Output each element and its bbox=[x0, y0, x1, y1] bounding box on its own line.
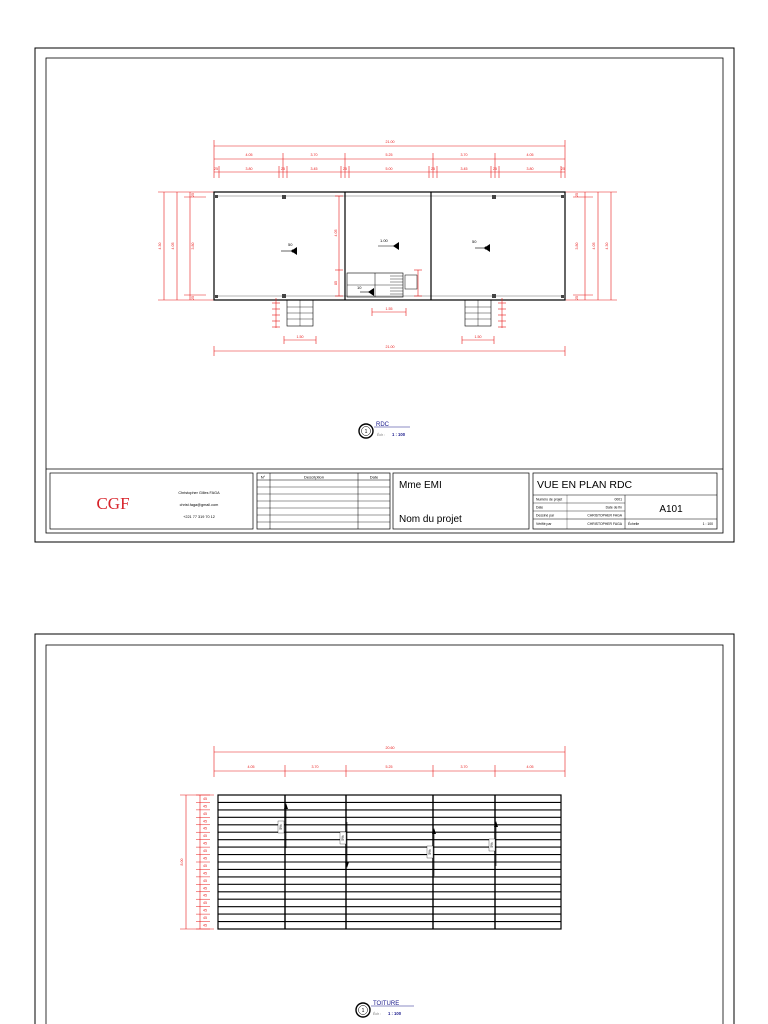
roof-top-dimensions bbox=[180, 746, 565, 929]
row-value-checked-by: CHRISTOPHER FAGA bbox=[587, 522, 622, 526]
dim-wall-4: 25 bbox=[431, 167, 435, 171]
rev-header-description: Description bbox=[303, 474, 325, 480]
dim-left-wall-bot: 25 bbox=[191, 296, 195, 300]
row-label-drawn-by: Dessiné par bbox=[536, 513, 555, 518]
level-marker-center bbox=[378, 238, 399, 250]
view-tag-toiture bbox=[356, 1001, 414, 1017]
dim-inner-4: 3.45 bbox=[460, 167, 468, 171]
author-phone: +221 77 319 70 12 bbox=[183, 515, 215, 519]
roof-dim-span-5: 4.05 bbox=[526, 765, 534, 769]
logo-cgf: CGF bbox=[96, 494, 130, 513]
view-tag-2-number: 1 bbox=[361, 1008, 365, 1014]
dim-wall-6: 25 bbox=[561, 167, 565, 171]
scale-label: Échelle bbox=[628, 522, 640, 526]
slope-label-2: 5% bbox=[341, 835, 345, 841]
level-right-label: 50 bbox=[472, 239, 477, 244]
dim-overall: 21.00 bbox=[385, 140, 395, 144]
dim-bottom-overall: 21.00 bbox=[385, 345, 395, 349]
slope-label-4: 5% bbox=[490, 842, 494, 848]
spacing-label: 45 bbox=[203, 863, 207, 868]
slope-label-1: 5% bbox=[279, 824, 283, 830]
spacing-label: 45 bbox=[203, 834, 207, 839]
sheet-name: VUE EN PLAN RDC bbox=[537, 479, 633, 491]
dim-right-total: 4.30 bbox=[605, 242, 609, 250]
dim-right-inner: 3.80 bbox=[575, 242, 579, 250]
view-tag-rdc bbox=[359, 422, 410, 438]
rev-header-date: Date bbox=[369, 474, 379, 480]
dim-center-small: 85 bbox=[334, 281, 338, 285]
author-email: christ.faga@gmail.com bbox=[179, 503, 219, 507]
dim-right-wall-bot: 25 bbox=[575, 296, 579, 300]
roof-dim-overall: 20.60 bbox=[385, 746, 395, 750]
spacing-label: 45 bbox=[203, 796, 207, 801]
slope-arrow-2 bbox=[340, 822, 349, 868]
dim-left-mid: 4.05 bbox=[171, 242, 175, 250]
dim-right-wall-top: 25 bbox=[575, 193, 579, 197]
dim-inner-1: 3.80 bbox=[245, 167, 253, 171]
roof-dim-span-1: 4.05 bbox=[247, 765, 255, 769]
sheet-outer-border bbox=[35, 48, 734, 542]
spacing-label: 45 bbox=[203, 893, 207, 898]
dim-wall-2: 25 bbox=[281, 167, 285, 171]
dim-left-inner: 3.80 bbox=[191, 242, 195, 250]
sheet-toiture bbox=[35, 634, 734, 1024]
dim-left-wall-top: 25 bbox=[191, 193, 195, 197]
spacing-label: 45 bbox=[203, 811, 207, 816]
dim-left-total: 4.30 bbox=[158, 242, 162, 250]
roof-purlins bbox=[218, 802, 561, 921]
row-value-drawn-by: CHRISTOPHER FAGA bbox=[587, 513, 622, 518]
spacing-label: 45 bbox=[203, 856, 207, 861]
row-label-date: Date bbox=[536, 505, 544, 510]
spacing-label: 45 bbox=[203, 819, 207, 824]
dim-inner-5: 3.80 bbox=[526, 167, 534, 171]
view-tag-2-scale-value: 1 : 100 bbox=[388, 1011, 402, 1016]
level-marker-stair bbox=[357, 285, 374, 296]
spacing-label: 45 bbox=[203, 841, 207, 846]
sheet2-outer-border bbox=[35, 634, 734, 1024]
project-name: Nom du projet bbox=[399, 514, 462, 525]
rev-header-no: N° bbox=[260, 474, 266, 480]
spacing-label: 45 bbox=[203, 871, 207, 876]
roof-dim-span-2: 3.70 bbox=[311, 765, 319, 769]
dim-inner-3: 5.00 bbox=[385, 167, 393, 171]
author-name: Christopher Gilles FAGA bbox=[178, 491, 220, 495]
dim-wall-5: 25 bbox=[493, 167, 497, 171]
dim-span-4: 3.70 bbox=[460, 153, 468, 157]
roof-dim-span-4: 3.70 bbox=[460, 765, 468, 769]
dim-stair-width-left: 1.50 bbox=[296, 335, 304, 339]
dim-center-step: 1.55 bbox=[385, 307, 393, 311]
row-value-date: Date de fin bbox=[605, 505, 622, 510]
top-dimensions bbox=[214, 140, 565, 178]
dim-span-1: 4.05 bbox=[245, 153, 253, 157]
dim-span-5: 4.05 bbox=[526, 153, 534, 157]
dim-span-3: 5.25 bbox=[385, 153, 393, 157]
sheet-number: A101 bbox=[659, 504, 683, 515]
sheet-inner-border bbox=[46, 58, 723, 533]
view-tag-scale-value: 1 : 100 bbox=[392, 432, 406, 437]
level-left-label: 50 bbox=[288, 242, 293, 247]
building-plan bbox=[214, 192, 565, 326]
view-tag-number: 1 bbox=[364, 429, 368, 435]
dim-wall-1: 25 bbox=[214, 167, 218, 171]
dim-span-2: 3.70 bbox=[310, 153, 318, 157]
spacing-label: 45 bbox=[203, 923, 207, 928]
spacing-label: 45 bbox=[203, 886, 207, 891]
row-label-checked-by: Vérifié par bbox=[536, 522, 552, 526]
dim-inner-2: 3.45 bbox=[310, 167, 318, 171]
roof-dim-left-total: 8.00 bbox=[180, 858, 184, 866]
slope-arrow-3 bbox=[427, 828, 436, 876]
view-tag-2-scale-label: Éch : bbox=[373, 1012, 382, 1016]
roof-plan bbox=[218, 795, 561, 929]
slope-label-3: 5% bbox=[428, 849, 432, 855]
level-marker-left bbox=[281, 242, 297, 255]
view-tag-2-title: TOITURE bbox=[373, 1001, 400, 1007]
slope-arrow-4 bbox=[489, 821, 498, 866]
spacing-label: 45 bbox=[203, 804, 207, 809]
spacing-label: 45 bbox=[203, 826, 207, 831]
scale-value: 1 : 100 bbox=[702, 522, 713, 526]
level-center-label: 1.00 bbox=[380, 238, 388, 243]
spacing-label: 45 bbox=[203, 916, 207, 921]
level-marker-right bbox=[472, 239, 490, 252]
spacing-label: 45 bbox=[203, 908, 207, 913]
title-block bbox=[46, 469, 723, 529]
dim-center-vertical: 4.05 bbox=[334, 229, 338, 237]
view-tag-title: RDC bbox=[376, 422, 389, 428]
row-value-project-number: 0001 bbox=[614, 497, 622, 502]
client-name: Mme EMI bbox=[399, 480, 442, 491]
sheet-rdc bbox=[35, 48, 734, 542]
spacing-label: 45 bbox=[203, 878, 207, 883]
rafter-spacing-ticks bbox=[196, 795, 210, 929]
spacing-label: 45 bbox=[203, 849, 207, 854]
roof-dim-span-3: 5.25 bbox=[385, 765, 393, 769]
sheet2-inner-border bbox=[46, 645, 723, 1024]
dim-wall-3: 25 bbox=[343, 167, 347, 171]
dim-stair-width-right: 1.50 bbox=[474, 335, 482, 339]
spacing-label: 45 bbox=[203, 901, 207, 906]
dim-right-mid: 4.05 bbox=[592, 242, 596, 250]
level-stair-label: 10 bbox=[357, 285, 362, 290]
row-label-project-number: Numéro de projet bbox=[536, 497, 563, 502]
view-tag-scale-label: Éch : bbox=[377, 433, 386, 437]
